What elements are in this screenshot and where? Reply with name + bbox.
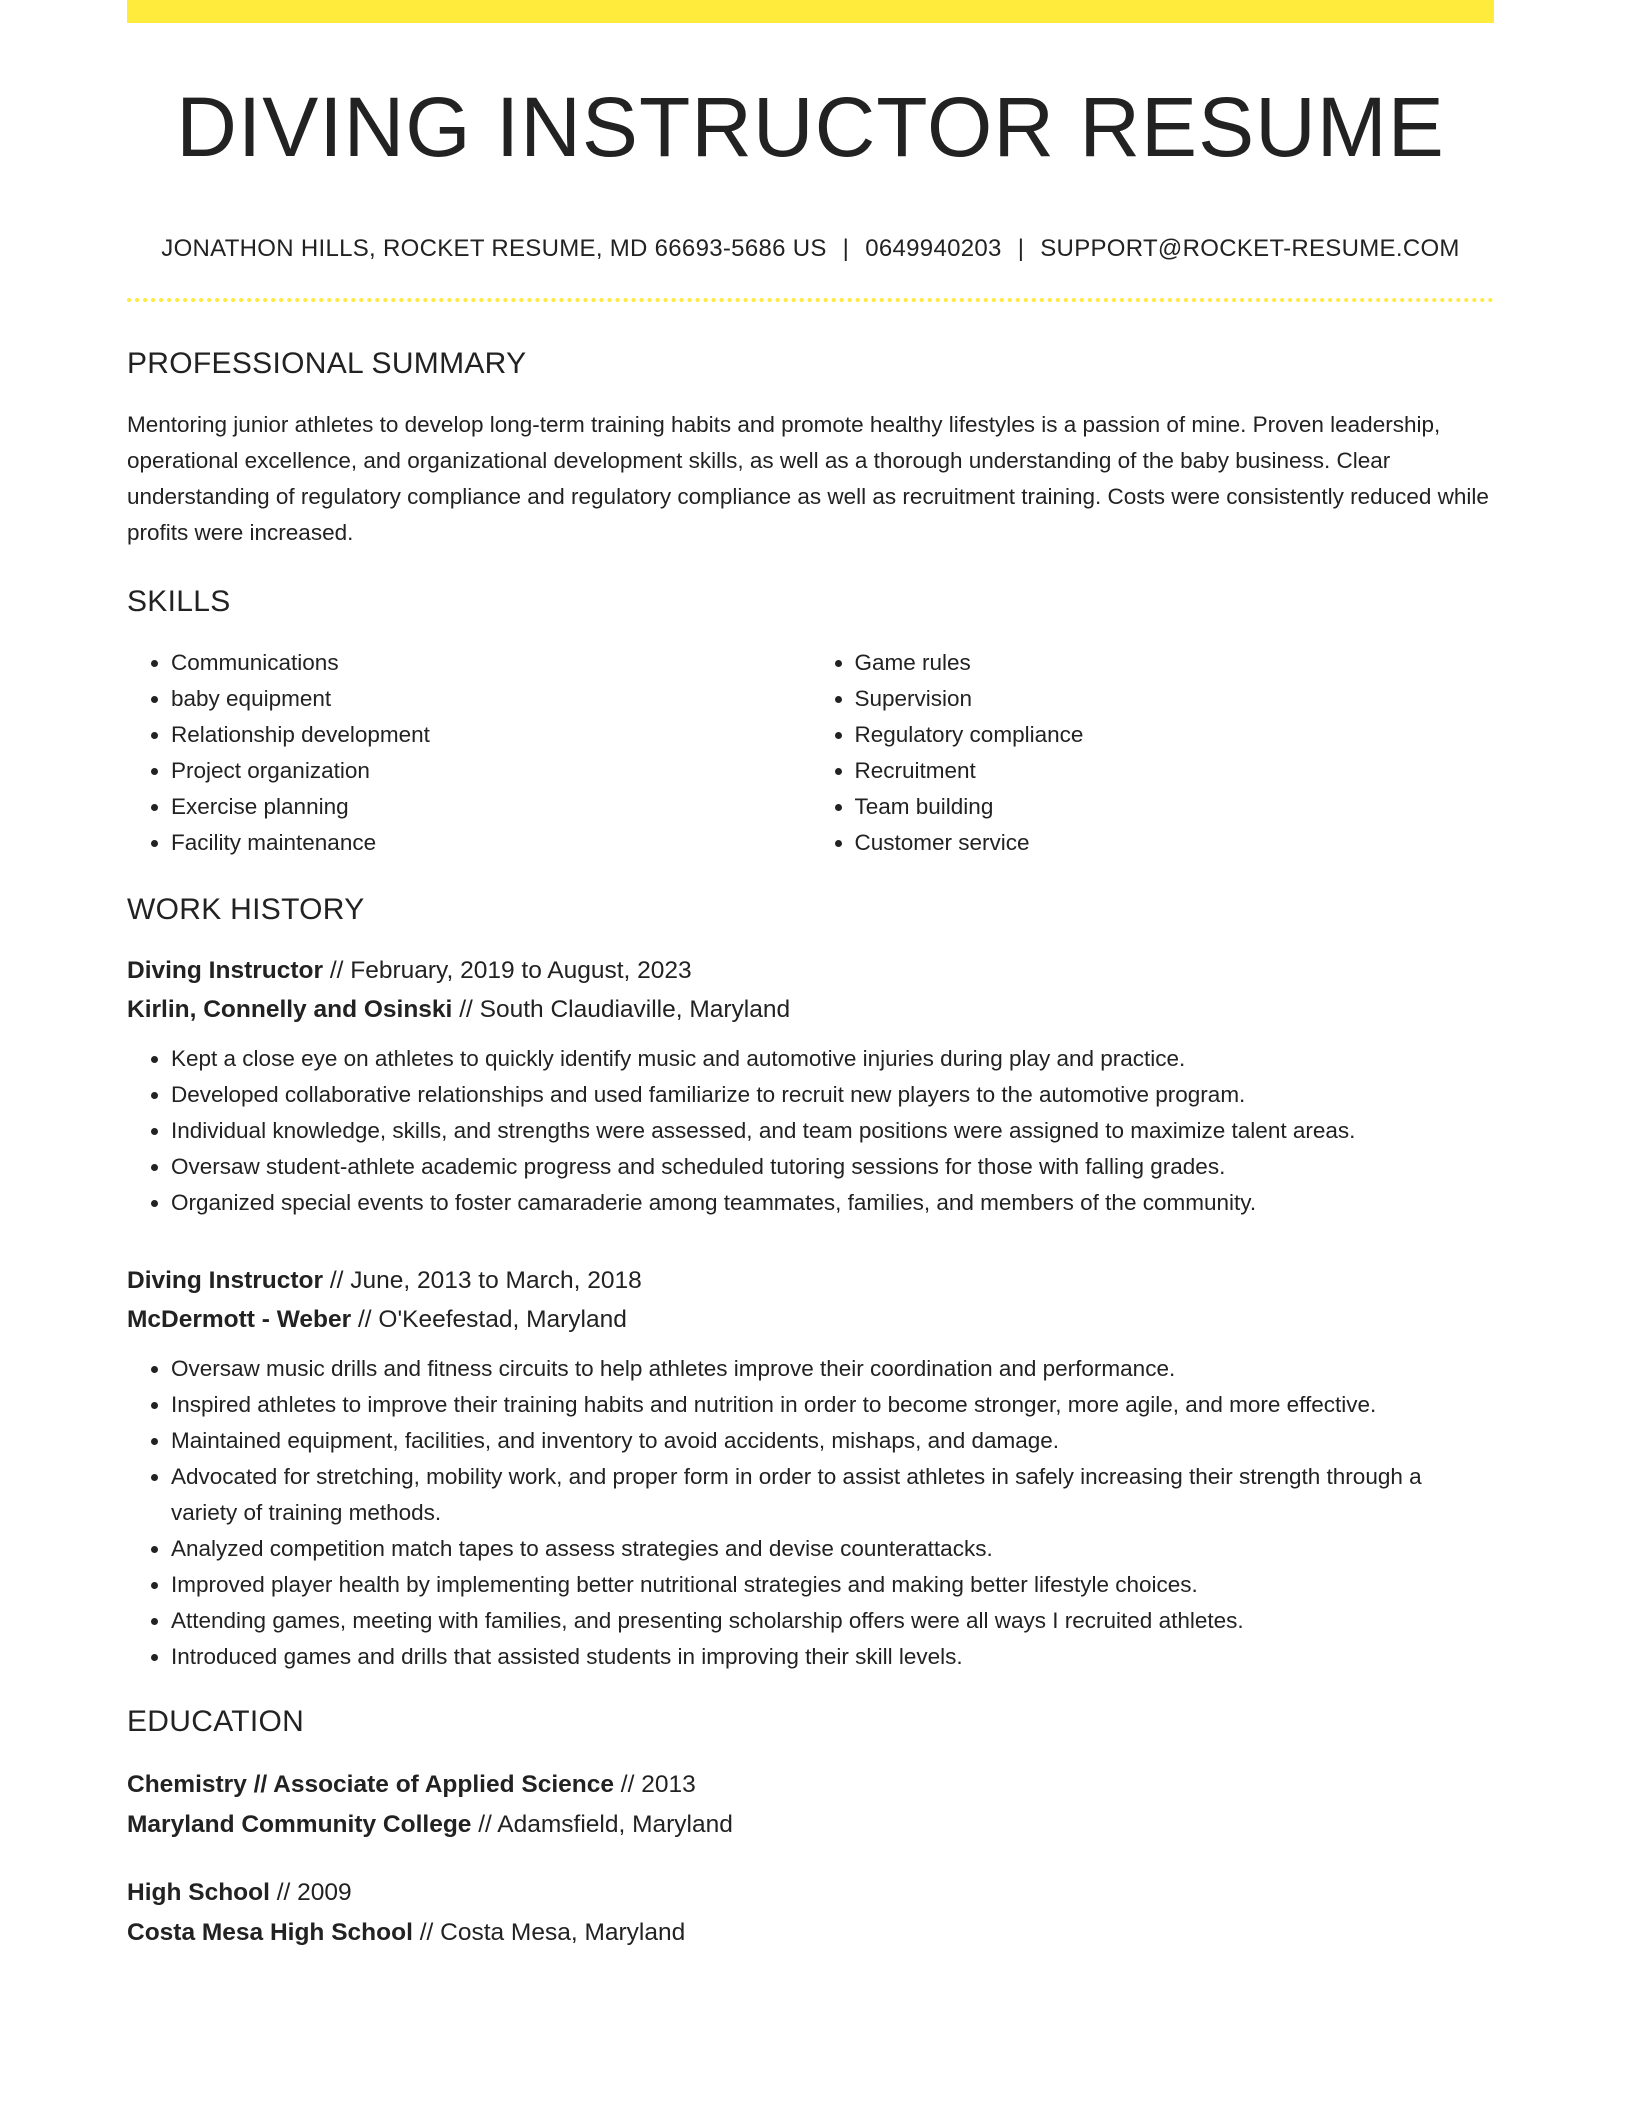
section-heading-work-history: WORK HISTORY (127, 893, 365, 926)
skill-item: • Exercise planning (171, 789, 811, 825)
education-location: // Adamsfield, Maryland (478, 1811, 733, 1838)
job-bullet: • Analyzed competition match tapes to assess strategies and devise counterattacks. (171, 1531, 1494, 1567)
job-company: McDermott - Weber (127, 1306, 352, 1333)
resume-page (127, 0, 1494, 1953)
education-degree-line (127, 1765, 1494, 1805)
education-school: Maryland Community College (127, 1811, 472, 1838)
resume-title: DIVING INSTRUCTOR RESUME (176, 80, 1445, 174)
education-school-line (127, 1913, 1494, 1953)
skills-column-right (811, 645, 1495, 861)
skill-item: • Project organization (171, 753, 811, 789)
job-entry (127, 951, 1494, 1029)
job-bullets (127, 1041, 1494, 1221)
education-school: Costa Mesa High School (127, 1919, 413, 1946)
job-bullet: • Developed collaborative relationships and used familiarize to recruit new players to the automotive program. (171, 1077, 1494, 1113)
skills-list (127, 645, 1494, 861)
job-bullet: • Oversaw student-athlete academic progress and scheduled tutoring sessions for those with falling grades. (171, 1149, 1494, 1185)
job-company-line (127, 990, 1494, 1029)
education-entry (127, 1873, 1494, 1953)
contact-phone: 0649940203 (865, 235, 1002, 262)
skills-column-left (127, 645, 811, 861)
contact-address: JONATHON HILLS, ROCKET RESUME, MD 66693-5686 US (161, 235, 827, 262)
job-bullet: • Maintained equipment, facilities, and inventory to avoid accidents, mishaps, and damage. (171, 1423, 1494, 1459)
job-bullet: • Kept a close eye on athletes to quickly identify music and automotive injuries during play and practice. (171, 1041, 1494, 1077)
job-title-line (127, 1261, 1494, 1300)
job-entry (127, 1261, 1494, 1339)
education-year: // 2009 (276, 1879, 352, 1906)
contact-line (127, 235, 1494, 263)
education-location: // Costa Mesa, Maryland (419, 1919, 686, 1946)
job-bullet: • Advocated for stretching, mobility work, and proper form in order to assist athletes in safely increasing their strength through a variety of training methods. (171, 1459, 1494, 1531)
skill-item: • Communications (171, 645, 811, 681)
job-bullet: • Attending games, meeting with families, and presenting scholarship offers were all ways I recruited athletes. (171, 1603, 1494, 1639)
job-bullet: • Individual knowledge, skills, and strengths were assessed, and team positions were assigned to maximize talent areas. (171, 1113, 1494, 1149)
education-degree: High School (127, 1879, 270, 1906)
job-title: Diving Instructor (127, 957, 324, 984)
dotted-divider (127, 298, 1494, 302)
education-degree: Chemistry // Associate of Applied Science (127, 1771, 614, 1798)
section-heading-skills: SKILLS (127, 585, 231, 618)
education-degree-line (127, 1873, 1494, 1913)
skill-item: • Recruitment (855, 753, 1495, 789)
skill-item: • Regulatory compliance (855, 717, 1495, 753)
section-heading-education: EDUCATION (127, 1705, 305, 1738)
job-location: // South Claudiaville, Maryland (459, 996, 791, 1023)
education-school-line (127, 1805, 1494, 1845)
job-bullet: • Organized special events to foster camaraderie among teammates, families, and members of the community. (171, 1185, 1494, 1221)
job-company: Kirlin, Connelly and Osinski (127, 996, 453, 1023)
skill-item: • Facility maintenance (171, 825, 811, 861)
education-entry (127, 1765, 1494, 1845)
section-heading-summary: PROFESSIONAL SUMMARY (127, 347, 527, 380)
education-year: // 2013 (620, 1771, 696, 1798)
skill-item: • Supervision (855, 681, 1495, 717)
contact-email: SUPPORT@ROCKET-RESUME.COM (1040, 235, 1460, 262)
skill-item: • Team building (855, 789, 1495, 825)
job-location: // O'Keefestad, Maryland (357, 1306, 627, 1333)
job-title-line (127, 951, 1494, 990)
job-bullet: • Inspired athletes to improve their training habits and nutrition in order to become stronger, more agile, and more effective. (171, 1387, 1494, 1423)
contact-separator: | (1017, 235, 1025, 262)
skill-item: • Game rules (855, 645, 1495, 681)
summary-text: Mentoring junior athletes to develop long-term training habits and promote healthy lifestyles is a passion of mine. Proven leadership, operational excellence, and organizational development skills, as well as a thorough understanding of the baby business. Clear understanding of regulatory compliance and regulatory compliance as well as recruitment training. Costs were consistently reduced while profits were increased. (127, 412, 1489, 545)
skill-item: • Relationship development (171, 717, 811, 753)
skill-item: • Customer service (855, 825, 1495, 861)
job-bullet: • Introduced games and drills that assisted students in improving their skill levels. (171, 1639, 1494, 1675)
accent-bar (127, 0, 1494, 23)
job-bullets (127, 1351, 1494, 1675)
contact-separator: | (842, 235, 850, 262)
job-bullet: • Improved player health by implementing better nutritional strategies and making better lifestyle choices. (171, 1567, 1494, 1603)
job-title: Diving Instructor (127, 1267, 324, 1294)
job-company-line (127, 1300, 1494, 1339)
job-dates: // February, 2019 to August, 2023 (329, 957, 692, 984)
job-dates: // June, 2013 to March, 2018 (329, 1267, 642, 1294)
skill-item: • baby equipment (171, 681, 811, 717)
job-bullet: • Oversaw music drills and fitness circuits to help athletes improve their coordination and performance. (171, 1351, 1494, 1387)
